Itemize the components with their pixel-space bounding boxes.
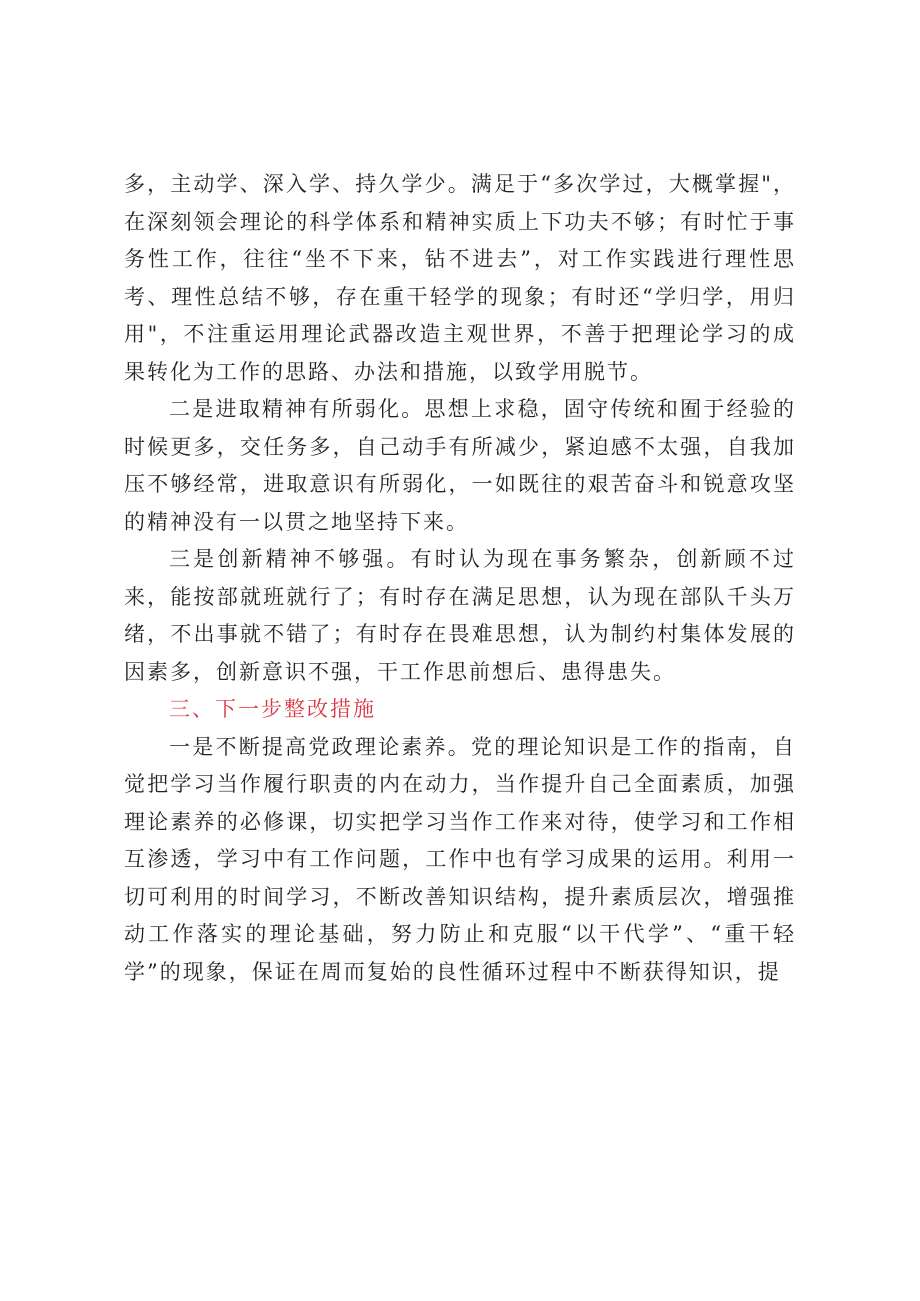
- paragraph-progressive-spirit: 二是进取精神有所弱化。思想上求稳，固守传统和囿于经验的时候更多，交任务多，自己动手有所减少，紧迫感不太强，自我加压不够经常，进取意识有所弱化，一如既往的艰苦奋斗和锐意攻坚的精神没有一以贯之地坚持下来。: [124, 397, 796, 534]
- paragraph-innovation-spirit: 三是创新精神不够强。有时认为现在事务繁杂，创新顾不过来，能按部就班就行了；有时存在满足思想，认为现在部队千头万绪，不出事就不错了；有时存在畏难思想，认为制约村集体发展的因素多，创新意识不强，干工作思前想后、患得患失。: [124, 547, 796, 684]
- paragraph-continuation: 多，主动学、深入学、持久学少。满足于“多次学过，大概掌握"，在深刻领会理论的科学体系和精神实质上下功夫不够；有时忙于事务性工作，往往“坐不下来，钻不进去”，对工作实践进行理性思考、理性总结不够，存在重干轻学的现象；有时还“学归学，用归用"，不注重运用理论武器改造主观世界，不善于把理论学习的成果转化为工作的思路、办法和措施，以致学用脱节。: [124, 172, 796, 384]
- paragraph-theory-literacy: 一是不断提高党政理论素养。党的理论知识是工作的指南，自觉把学习当作履行职责的内在动力，当作提升自己全面素质，加强理论素养的必修课，切实把学习当作工作来对待，使学习和工作相互渗透，学习中有工作问题，工作中也有学习成果的运用。利用一切可利用的时间学习，不断改善知识结构，提升素质层次，增强推动工作落实的理论基础，努力防止和克服“以干代学”、“重干轻学”的现象，保证在周而复始的良性循环过程中不断获得知识，提: [124, 734, 796, 984]
- document-body: [124, 166, 796, 991]
- section-heading-rectification: 三、下一步整改措施: [169, 697, 376, 721]
